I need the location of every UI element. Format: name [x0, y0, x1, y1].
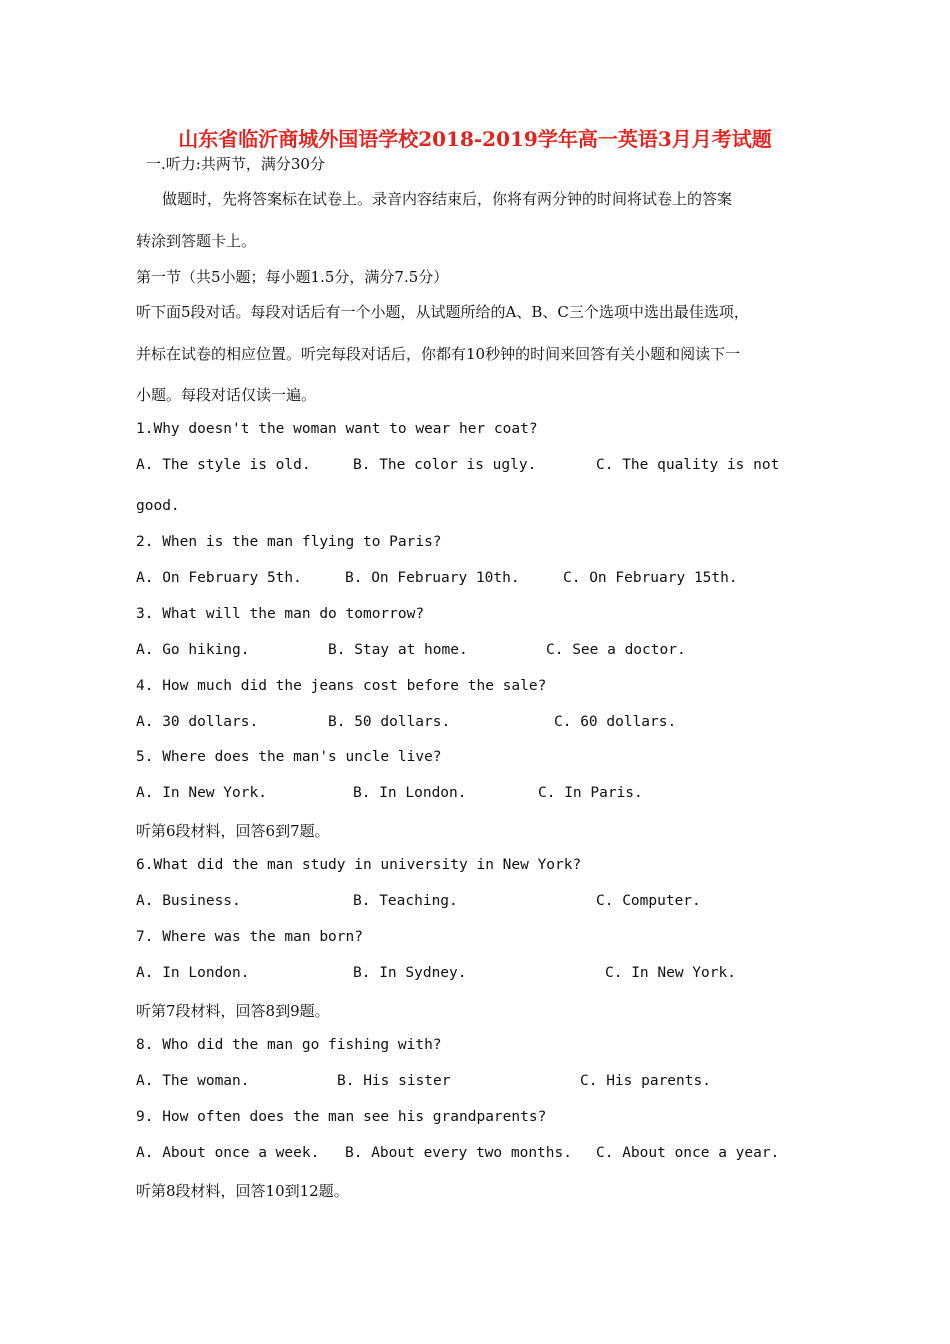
option-b: B. His sister — [337, 1073, 451, 1089]
option-b: B. In London. — [353, 785, 467, 801]
option-c: C. His parents. — [580, 1073, 711, 1089]
option-c: C. The quality is not — [596, 457, 780, 473]
option-c: C. In Paris. — [538, 785, 643, 801]
option-c: C. In New York. — [605, 965, 736, 981]
part-instruction-line: 听下面5段对话。每段对话后有一个小题，从试题所给的A、B、C三个选项中选出最佳选项， — [136, 303, 749, 321]
option-c: C. About once a year. — [596, 1145, 780, 1161]
option-c: C. On February 15th. — [563, 570, 738, 586]
option-a: A. Go hiking. — [136, 642, 250, 658]
part-instruction-line: 并标在试卷的相应位置。听完每段对话后，你都有10秒钟的时间来回答有关小题和阅读下一 — [136, 345, 741, 363]
question-text: 5. Where does the man's uncle live? — [136, 749, 442, 765]
option-b: B. 50 dollars. — [328, 714, 451, 730]
question-text: 3. What will the man do tomorrow? — [136, 606, 425, 622]
option-b: B. The color is ugly. — [353, 457, 537, 473]
option-b: B. On February 10th. — [345, 570, 520, 586]
question-text: 7. Where was the man born? — [136, 929, 363, 945]
option-a: A. The style is old. — [136, 457, 311, 473]
question-text: 4. How much did the jeans cost before the sale? — [136, 678, 547, 694]
option-a: A. About once a week. — [136, 1145, 320, 1161]
question-text: 9. How often does the man see his grandparents? — [136, 1109, 547, 1125]
option-b: B. Teaching. — [353, 893, 458, 909]
question-text: 1.Why doesn't the woman want to wear her coat? — [136, 421, 538, 437]
option-c: C. 60 dollars. — [554, 714, 677, 730]
option-c: C. Computer. — [596, 893, 701, 909]
option-a: A. On February 5th. — [136, 570, 302, 586]
option-a: A. In New York. — [136, 785, 267, 801]
instruction-line: 做题时，先将答案标在试卷上。录音内容结束后，你将有两分钟的时间将试卷上的答案 — [162, 190, 733, 208]
material-instruction: 听第8段材料，回答10到12题。 — [136, 1182, 349, 1200]
option-c-continuation: good. — [136, 498, 180, 514]
material-instruction: 听第7段材料，回答8到9题。 — [136, 1002, 330, 1020]
instruction-line: 转涂到答题卡上。 — [136, 232, 257, 250]
option-a: A. 30 dollars. — [136, 714, 259, 730]
option-b: B. About every two months. — [345, 1145, 572, 1161]
option-b: B. In Sydney. — [353, 965, 467, 981]
question-text: 8. Who did the man go fishing with? — [136, 1037, 442, 1053]
section-header: 一.听力:共两节，满分30分 — [146, 155, 325, 173]
part-header: 第一节（共5小题；每小题1.5分，满分7.5分） — [136, 268, 449, 286]
option-a: A. Business. — [136, 893, 241, 909]
option-a: A. The woman. — [136, 1073, 250, 1089]
part-instruction-line: 小题。每段对话仅读一遍。 — [136, 386, 317, 404]
option-b: B. Stay at home. — [328, 642, 468, 658]
question-text: 6.What did the man study in university in New York? — [136, 857, 582, 873]
option-a: A. In London. — [136, 965, 250, 981]
material-instruction: 听第6段材料，回答6到7题。 — [136, 822, 330, 840]
option-c: C. See a doctor. — [546, 642, 686, 658]
page-title: 山东省临沂商城外国语学校2018-2019学年高一英语3月月考试题 — [178, 127, 772, 151]
question-text: 2. When is the man flying to Paris? — [136, 534, 442, 550]
